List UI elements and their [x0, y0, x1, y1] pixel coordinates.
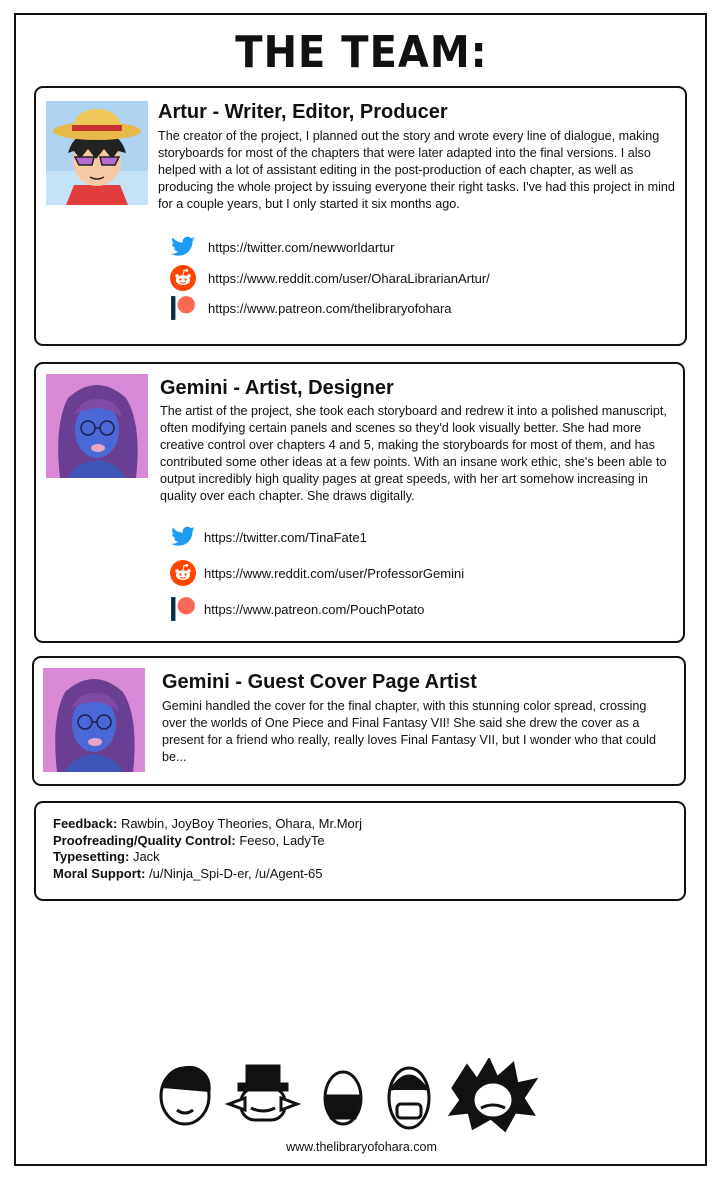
credit-typesetting: Typesetting: Jack: [53, 849, 160, 864]
reddit-link[interactable]: https://www.reddit.com/user/OharaLibrarianArtur/: [208, 270, 490, 286]
credit-moral-support: Moral Support: /u/Ninja_Spi-D-er, /u/Agent-65: [53, 865, 323, 881]
reddit-alien-icon: [170, 265, 196, 291]
patreon-logo-icon: [170, 295, 196, 321]
website-footer[interactable]: www.thelibraryofohara.com: [286, 1140, 437, 1154]
member-description: The artist of the project, she took each storyboard and redrew it into a polished manuscript, often modifying certain panels and scenes so they'd look visually better. She had more creative control over chapters 4 and 5, making the storyboards for most of them, and has contributed some other ideas at a few points. With an insane work ethic, she's been able to output incredibly high quality pages at great speeds, with her art somehow increasing in quality over each chapter. She draws digitally.: [160, 404, 667, 503]
twitter-link-row[interactable]: [170, 234, 394, 260]
twitter-link-row[interactable]: [170, 524, 367, 550]
avatar-artur: [46, 101, 148, 205]
patreon-link-row[interactable]: [170, 295, 452, 321]
member-name: Artur - Writer, Editor, Producer: [158, 101, 448, 123]
avatar-gemini: [43, 668, 145, 772]
patreon-logo-icon: [170, 596, 196, 622]
team-faces-illustration: [155, 1058, 545, 1133]
member-name: Gemini - Artist, Designer: [160, 377, 394, 399]
reddit-link-row[interactable]: [170, 265, 490, 291]
member-card-gemini-cover: [32, 656, 686, 786]
avatar-gemini: [46, 374, 148, 478]
reddit-link[interactable]: https://www.reddit.com/user/ProfessorGemini: [204, 565, 465, 581]
member-description: The creator of the project, I planned out the story and wrote every line of dialogue, making storyboards for most of the chapters that were later adapted into the final versions. I also helped with a lot of assistant editing in the post-production of each chapter, as well as producing the whole project by issuing everyone their right tasks. I've had this project in mind for a couple years, but I only started it six months ago.: [158, 129, 675, 211]
page-title: THE TEAM:: [235, 28, 488, 78]
twitter-link[interactable]: https://twitter.com/newworldartur: [208, 239, 395, 255]
credit-feedback: Feedback: Rawbin, JoyBoy Theories, Ohara, Mr.Morj: [53, 816, 363, 831]
reddit-link-row[interactable]: [170, 560, 464, 586]
patreon-link[interactable]: https://www.patreon.com/thelibraryofohara: [208, 300, 452, 316]
patreon-link-row[interactable]: [170, 596, 424, 622]
member-card-artur: [34, 86, 687, 346]
twitter-link[interactable]: https://twitter.com/TinaFate1: [204, 529, 367, 545]
twitter-bird-icon: [170, 234, 196, 260]
credit-proofreading: Proofreading/Quality Control: Feeso, LadyTe: [53, 832, 325, 848]
reddit-alien-icon: [170, 560, 196, 586]
patreon-link[interactable]: https://www.patreon.com/PouchPotato: [204, 601, 425, 617]
credits-list: [53, 816, 362, 882]
member-name: Gemini - Guest Cover Page Artist: [162, 671, 477, 693]
twitter-bird-icon: [170, 524, 196, 550]
member-description: Gemini handled the cover for the final chapter, with this stunning color spread, crossing over the worlds of One Piece and Final Fantasy VII! She said she drew the cover as a present for a friend who really, really loves Final Fantasy VII, but I wonder who that could be...: [162, 699, 656, 764]
member-card-gemini-artist: [34, 362, 685, 643]
